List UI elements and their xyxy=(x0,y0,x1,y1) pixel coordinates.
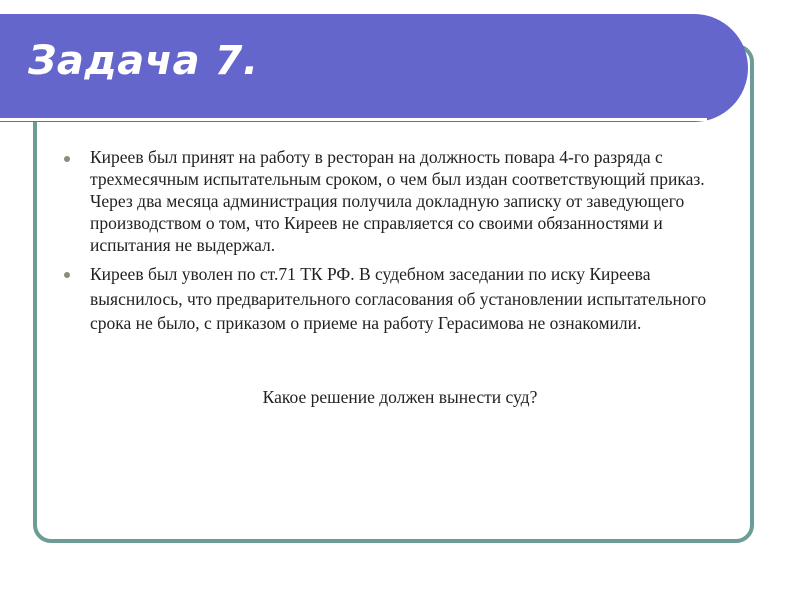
bullet-text: Киреев был уволен по ст.71 ТК РФ. В судебном заседании по иску Киреева выяснилось, что предварительного согласования об установлении испытательного срока не было, с приказом о приеме на работу Герасимова не ознакомили. xyxy=(90,264,707,333)
bullet-text: Киреев был принят на работу в ресторан на должность повара 4-го разряда с трехмесячным испытательным сроком, о чем был издан соответствующий приказ. Через два месяца администрация получила докладную записку от заведующего производством о том, что Киреев не справляется со своими обязанностями и испытания не выдержал. xyxy=(90,147,705,255)
bullet-item xyxy=(64,146,734,256)
slide-title: Задача 7. xyxy=(28,38,259,84)
bullet-list xyxy=(64,146,734,336)
bullet-dot-icon xyxy=(64,272,70,278)
question-text: Какое решение должен вынести суд? xyxy=(262,387,538,407)
bullet-item xyxy=(64,262,734,336)
bullet-dot-icon xyxy=(64,156,70,162)
title-underline-rule xyxy=(0,118,707,121)
